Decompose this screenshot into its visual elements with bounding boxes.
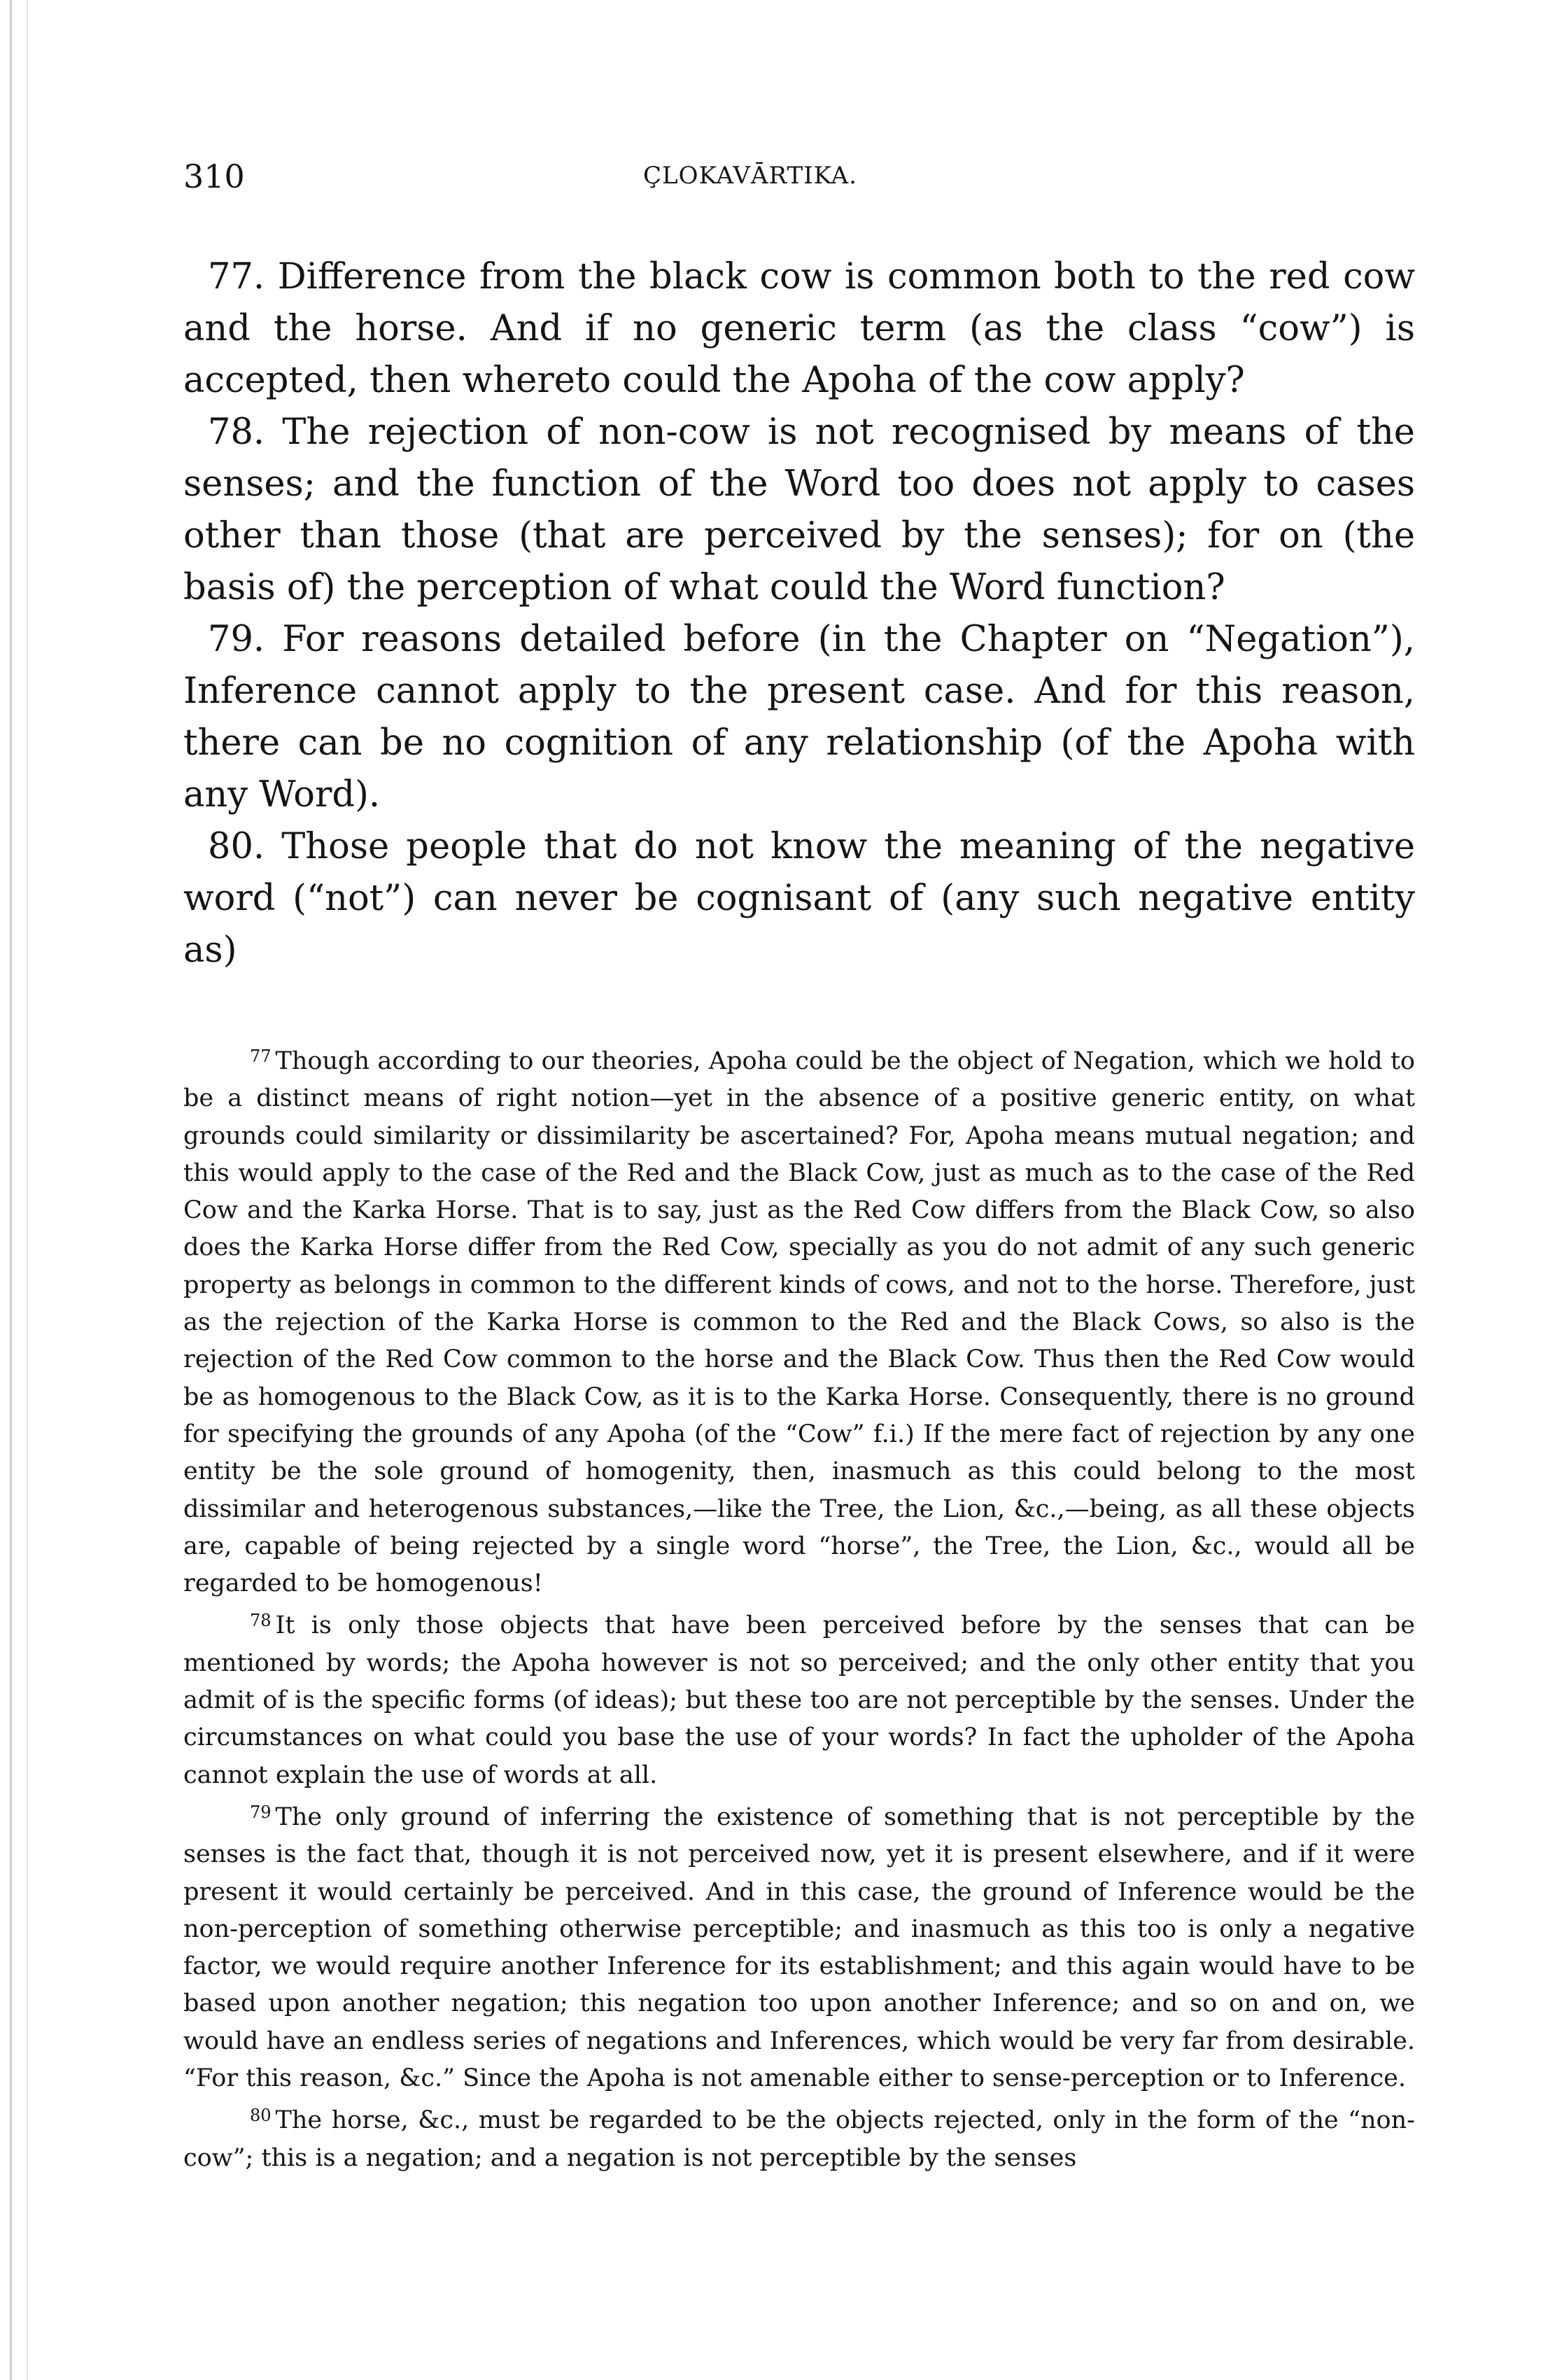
verse-79 [183, 614, 1415, 821]
verse-78 [183, 407, 1415, 614]
verse-number: 77. [208, 256, 265, 298]
binding-edge-line [27, 0, 28, 2380]
book-page [183, 158, 1415, 2177]
footnote-marker: 78 [250, 1611, 272, 1631]
verse-77 [183, 251, 1415, 407]
footnote-text: The only ground of inferring the existence of something that is not perceptible by the senses is the fact that, though it is not perceived now, yet it is present elsewhere, and if it were present it would certainly be perceived. And in this case, the ground of Inference would be the non-perception of something otherwise perceptible; and inasmuch as this too is only a negative factor, we would require another Inference for its establishment; and this again would have to be based upon another negation; this negation too upon another Inference; and so on and on, we would have an endless series of negations and Inferences, which would be very far from desirable. “For this reason, &c.” Since the Apoha is not amenable either to sense-perception or to Inference. [183, 1802, 1415, 2093]
running-title: ÇLOKAVĀRTIKA. [643, 162, 857, 190]
verse-number: 78. [208, 412, 265, 453]
footnote-marker: 77 [250, 1046, 272, 1066]
footnote-text: It is only those objects that have been perceived before by the senses that can be mentioned by words; the Apoha however is not so perceived; and the only other entity that you admit of is the specific forms (of ideas); but these too are not perceptible by the senses. Under the circumstances on what could you base the use of your words? In fact the upholder of the Apoha cannot explain the use of words at all. [183, 1611, 1415, 1789]
footnote-marker: 80 [250, 2106, 272, 2126]
footnote-80 [183, 2097, 1415, 2177]
footnotes-section [183, 1038, 1415, 2177]
footnote-79 [183, 1794, 1415, 2097]
verse-number: 80. [208, 826, 265, 867]
verse-text: Difference from the black cow is common both to the red cow and the horse. And if no generic term (as the class “cow”) is accepted, then whereto could the Apoha of the cow apply? [183, 256, 1415, 401]
running-head [183, 158, 1415, 206]
verse-text: The rejection of non-cow is not recognised by means of the senses; and the function of the Word too does not apply to cases other than those (that are perceived by the senses); for on (the basis of) the perception of what could the Word function? [183, 412, 1415, 608]
footnote-text: Though according to our theories, Apoha could be the object of Negation, which we hold to be a distinct means of right notion—yet in the absence of a positive generic entity, on what grounds could similarity or dissimilarity be ascertained? For, Apoha means mutual negation; and this would apply to the case of the Red and the Black Cow, just as much as to the case of the Red Cow and the Karka Horse. That is to say, just as the Red Cow differs from the Black Cow, so also does the Karka Horse differ from the Red Cow, specially as you do not admit of any such generic property as belongs in common to the different kinds of cows, and not to the horse. Therefore, just as the rejection of the Karka Horse is common to the Red and the Black Cows, so also is the rejection of the Red Cow common to the horse and the Black Cow. Thus then the Red Cow would be as homogenous to the Black Cow, as it is to the Karka Horse. Consequently, there is no ground for specifying the grounds of any Apoha (of the “Cow” f.i.) If the mere fact of rejection by any one entity be the sole ground of homogenity, then, inasmuch as this could belong to the most dissimilar and heterogenous substances,—like the Tree, the Lion, &c.,—being, as all these objects are, capable of being rejected by a single word “horse”, the Tree, the Lion, &c., would all be regarded to be homogenous! [183, 1047, 1415, 1598]
verse-section [183, 251, 1415, 976]
verse-text: For reasons detailed before (in the Chapter on “Negation”), Inference cannot apply to the present case. And for this reason, there can be no cognition of any relationship (of the Apoha with any Word). [183, 619, 1415, 816]
verse-text: Those people that do not know the meaning of the negative word (“not”) can never be cognisant of (any such negative entity as) [183, 826, 1415, 971]
footnote-marker: 79 [250, 1802, 272, 1822]
page-number: 310 [183, 158, 245, 195]
footnote-text: The horse, &c., must be regarded to be the objects rejected, only in the form of the “non-cow”; this is a negation; and a negation is not perceptible by the senses [183, 2106, 1415, 2172]
verse-80 [183, 821, 1415, 976]
footnote-78 [183, 1602, 1415, 1793]
binding-edge-line [10, 0, 12, 2380]
verse-number: 79. [208, 619, 265, 660]
footnote-77 [183, 1038, 1415, 1602]
